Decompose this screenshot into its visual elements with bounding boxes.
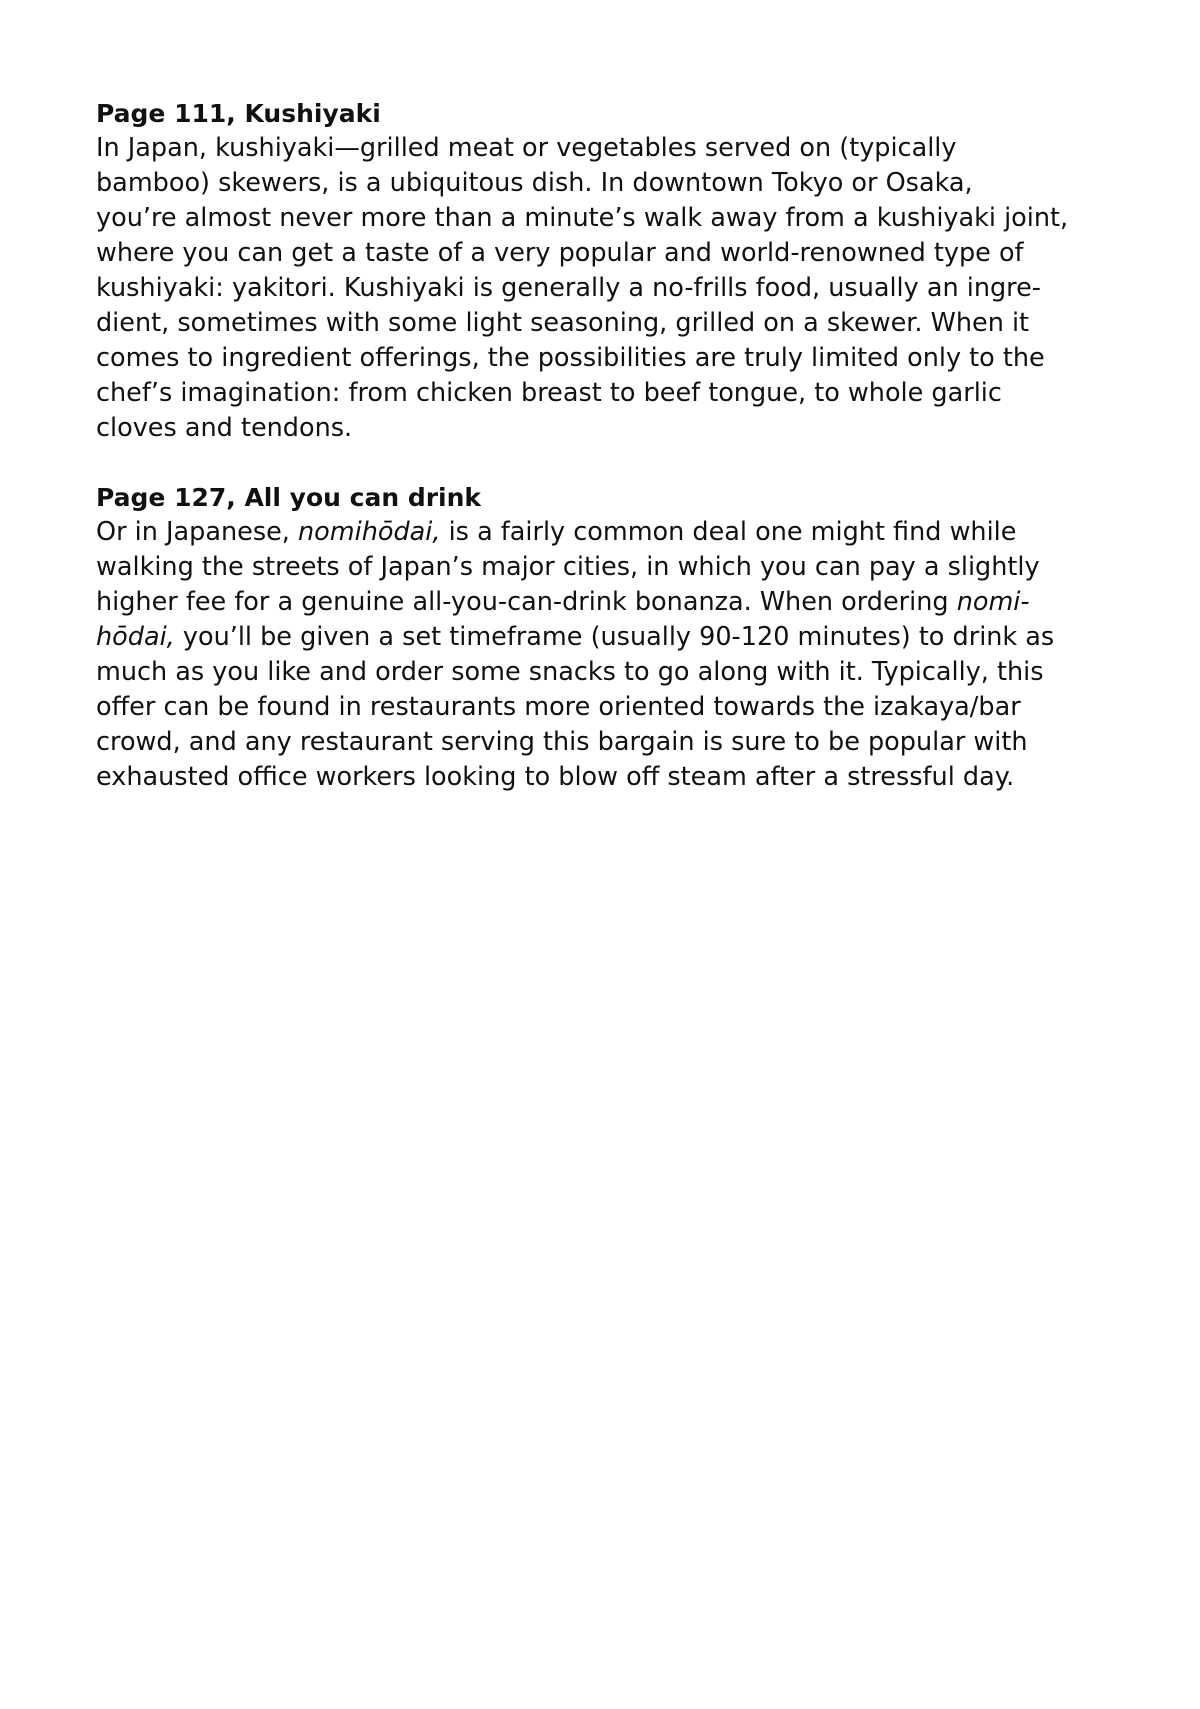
body-line: much as you like and order some snacks to go along with it. Typically, this [96, 657, 1044, 687]
entry-all-you-can-drink [96, 480, 1106, 795]
body-line: offer can be found in restaurants more oriented towards the izakaya/bar [96, 692, 1021, 722]
body-line: comes to ingredient offerings, the possibilities are truly limited only to the [96, 343, 1045, 373]
entry-kushiyaki [96, 96, 1106, 446]
body-line: cloves and tendons. [96, 413, 353, 443]
italic-term: nomi- [956, 587, 1030, 617]
entry-title: Page 127, All you can drink [96, 483, 482, 512]
entry-title: Page 111, Kushiyaki [96, 99, 381, 128]
italic-term: nomihōdai, [298, 517, 441, 547]
italic-term: hōdai, [96, 622, 175, 652]
body-line: exhausted office workers looking to blow off steam after a stressful day. [96, 762, 1015, 792]
body-line: kushiyaki: yakitori. Kushiyaki is generally a no-frills food, usually an ingre- [96, 273, 1041, 303]
body-line: where you can get a taste of a very popular and world-renowned type of [96, 238, 1024, 268]
body-line: chef’s imagination: from chicken breast to beef tongue, to whole garlic [96, 378, 1002, 408]
body-line: bamboo) skewers, is a ubiquitous dish. In downtown Tokyo or Osaka, [96, 168, 973, 198]
body-line: hōdai, you’ll be given a set timeframe (usually 90-120 minutes) to drink as [96, 622, 1055, 652]
entry-body [96, 131, 1106, 446]
body-line: Or in Japanese, nomihōdai, is a fairly common deal one might find while [96, 517, 1017, 547]
body-line: walking the streets of Japan’s major cities, in which you can pay a slightly [96, 552, 1040, 582]
entry-body [96, 515, 1106, 795]
document-page [96, 96, 1106, 829]
body-line: dient, sometimes with some light seasoning, grilled on a skewer. When it [96, 308, 1030, 338]
body-line: In Japan, kushiyaki—grilled meat or vegetables served on (typically [96, 133, 957, 163]
body-line: higher fee for a genuine all-you-can-drink bonanza. When ordering nomi- [96, 587, 1030, 617]
body-line: you’re almost never more than a minute’s walk away from a kushiyaki joint, [96, 203, 1069, 233]
body-line: crowd, and any restaurant serving this bargain is sure to be popular with [96, 727, 1028, 757]
